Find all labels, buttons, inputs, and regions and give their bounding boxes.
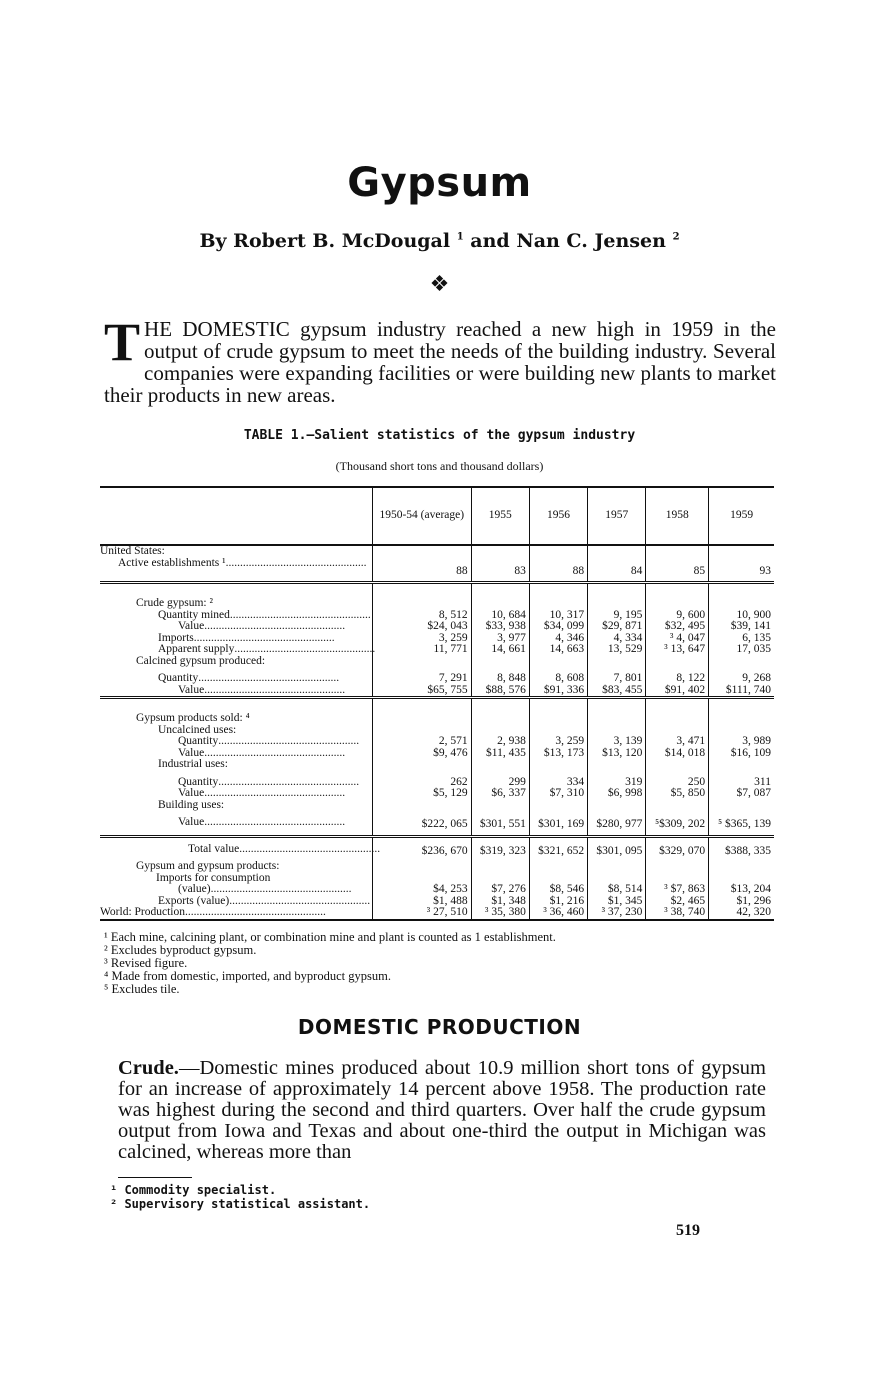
table-cell	[709, 545, 774, 558]
row-label: Quantity.................................................	[158, 672, 340, 684]
row-label: Exports (value).................................................	[158, 894, 371, 907]
column-header: 1958	[646, 487, 709, 545]
row-label: Quantity.................................................	[178, 775, 360, 788]
table-cell: $301, 551	[471, 811, 529, 836]
table-cell: 10, 684	[471, 610, 529, 622]
byline-footnote-1: 1	[456, 231, 464, 243]
table-cell	[373, 861, 472, 873]
table-cell	[529, 861, 587, 873]
table-cell	[373, 583, 472, 610]
section-heading: DOMESTIC PRODUCTION	[297, 1015, 582, 1039]
table-cell: $2, 465	[646, 896, 709, 908]
table-cell: 9, 600	[646, 610, 709, 622]
table-cell: 311	[709, 771, 774, 789]
row-label: Apparent supply.................................................	[158, 643, 376, 655]
table-cell: $329, 070	[646, 836, 709, 861]
table-cell	[373, 759, 472, 771]
table-cell: 9, 195	[588, 610, 646, 622]
table-cell: $111, 740	[709, 685, 774, 698]
table-cell: 334	[529, 771, 587, 789]
table-cell: ³ 38, 740	[646, 907, 709, 920]
table-cell: 13, 529	[588, 644, 646, 656]
table-cell: 3, 989	[709, 736, 774, 748]
row-label: Calcined gypsum produced:	[136, 654, 266, 667]
table-cell	[471, 545, 529, 558]
table-cell	[646, 861, 709, 873]
table-cell	[646, 759, 709, 771]
table-footnote: ¹ Each mine, calcining plant, or combination mine and plant is counted as 1 establishment.	[104, 930, 556, 944]
row-label: Imports for consumption	[156, 871, 271, 884]
table-cell: 93	[709, 558, 774, 583]
table-cell	[529, 800, 587, 812]
intro-text: HE DOMESTIC gypsum industry reached a new high in 1959 in the output of crude gypsum to meet the needs of the building industry. Several companies were expanding facilities or were building new plants to market their products in new areas.	[104, 317, 776, 407]
table-cell	[709, 583, 774, 610]
table-cell	[471, 583, 529, 610]
table-cell: 8, 512	[373, 610, 472, 622]
table-cell: $11, 435	[471, 748, 529, 760]
table-cell	[709, 759, 774, 771]
table-cell: $91, 336	[529, 685, 587, 698]
table-cell	[471, 759, 529, 771]
table-cell	[471, 861, 529, 873]
dot-leader: .................................................	[229, 894, 371, 907]
table-cell: $65, 755	[373, 685, 472, 698]
table-cell: 3, 139	[588, 736, 646, 748]
table-cell: 2, 938	[471, 736, 529, 748]
page-footnotes	[110, 1183, 530, 1211]
intro-paragraph	[104, 312, 776, 407]
table-row	[100, 698, 774, 725]
table-footnote: ⁴ Made from domestic, imported, and byproduct gypsum.	[104, 969, 391, 983]
paragraph-text: —Domestic mines produced about 10.9 million short tons of gypsum for an increase of approximately 14 percent above 1958. The production rate was highest during the second and third quarters. Over half the crude gypsum output from Iowa and Texas and about one-third the output in Michigan was calcined, whereas more than	[118, 1057, 766, 1163]
table-cell: 3, 471	[646, 736, 709, 748]
table-cell	[646, 656, 709, 668]
table-cell: $1, 296	[709, 896, 774, 908]
table-cell	[588, 800, 646, 812]
table-cell: 14, 661	[471, 644, 529, 656]
table-cell	[646, 698, 709, 725]
dot-leader: .................................................	[229, 608, 371, 621]
dot-leader: .................................................	[225, 556, 367, 569]
table-cell: $7, 310	[529, 788, 587, 800]
row-label: Active establishments ¹.................................................	[100, 558, 373, 583]
row-label: Value.................................................	[178, 620, 346, 632]
row-label: Value.................................................	[178, 746, 346, 759]
table-cell	[471, 656, 529, 668]
table-cell: $32, 495	[646, 621, 709, 633]
table-cell: ⁵$309, 202	[646, 811, 709, 836]
table-cell: 2, 571	[373, 736, 472, 748]
table-body	[100, 545, 774, 920]
table-row	[100, 545, 774, 558]
table-cell: 3, 259	[373, 633, 472, 645]
table-row	[100, 907, 774, 920]
byline-author-1: By Robert B. McDougal	[199, 230, 451, 252]
table-cell	[588, 545, 646, 558]
page-footnote: ² Supervisory statistical assistant.	[110, 1197, 371, 1211]
byline	[0, 230, 879, 252]
dot-leader: .................................................	[185, 906, 326, 918]
row-label: Quantity.................................................	[178, 735, 360, 747]
byline-author-2: and Nan C. Jensen	[470, 230, 666, 252]
table-cell: 11, 771	[373, 644, 472, 656]
dot-leader: .................................................	[204, 620, 346, 632]
table-cell: ³ 27, 510	[373, 907, 472, 920]
dot-leader: .................................................	[234, 643, 376, 655]
table-cell: 10, 900	[709, 610, 774, 622]
table-cell: $301, 095	[588, 836, 646, 861]
table-cell	[471, 800, 529, 812]
table-cell: ⁵ $365, 139	[709, 811, 774, 836]
table-row	[100, 771, 774, 789]
dot-leader: .................................................	[210, 883, 352, 895]
table-cell	[709, 800, 774, 812]
table-cell: $13, 120	[588, 748, 646, 760]
table-footnotes	[104, 931, 764, 996]
table-cell	[529, 583, 587, 610]
table-cell: 88	[373, 558, 472, 583]
table-footnote: ⁵ Excludes tile.	[104, 982, 180, 996]
table-row	[100, 583, 774, 610]
table-row	[100, 621, 774, 633]
row-label: Quantity mined.................................................	[158, 608, 371, 621]
table-cell: 319	[588, 771, 646, 789]
table-cell	[373, 698, 472, 725]
table-cell: $222, 065	[373, 811, 472, 836]
table-cell	[529, 545, 587, 558]
table-cell	[588, 656, 646, 668]
dot-leader: .................................................	[239, 842, 381, 855]
table-cell: 9, 268	[709, 667, 774, 685]
table-cell: 84	[588, 558, 646, 583]
table-cell: $5, 129	[373, 788, 472, 800]
dot-leader: .................................................	[193, 631, 335, 644]
table-cell: $24, 043	[373, 621, 472, 633]
table-cell: $6, 998	[588, 788, 646, 800]
table-cell	[588, 583, 646, 610]
row-label: Value.................................................	[100, 811, 373, 836]
ornament-icon: ❖	[429, 272, 450, 297]
table-cell: 42, 320	[709, 907, 774, 920]
row-label: (value).................................................	[178, 883, 352, 895]
table-stub-header	[100, 487, 373, 545]
column-header: 1950-54 (average)	[373, 487, 472, 545]
drop-cap: T	[104, 312, 141, 372]
table-subcaption: (Thousand short tons and thousand dollars)	[335, 459, 544, 473]
dot-leader: .................................................	[218, 775, 360, 788]
table-caption: TABLE 1.—Salient statistics of the gypsum industry	[243, 428, 636, 443]
column-header: 1959	[709, 487, 774, 545]
table-cell: $91, 402	[646, 685, 709, 698]
table-cell	[646, 583, 709, 610]
table-cell: 4, 334	[588, 633, 646, 645]
table-cell: 10, 317	[529, 610, 587, 622]
table-cell	[588, 759, 646, 771]
table-cell: 7, 801	[588, 667, 646, 685]
table-cell: $1, 488	[373, 896, 472, 908]
table-cell	[373, 656, 472, 668]
table-cell: $6, 337	[471, 788, 529, 800]
row-label: Total value.................................................	[188, 842, 381, 855]
table-cell: 83	[471, 558, 529, 583]
table-cell: ³ $7, 863	[646, 884, 709, 896]
table-cell: 262	[373, 771, 472, 789]
table-cell: $14, 018	[646, 748, 709, 760]
table-row	[100, 800, 774, 812]
table-row	[100, 685, 774, 698]
table-cell: 299	[471, 771, 529, 789]
column-header: 1955	[471, 487, 529, 545]
table-cell: $7, 276	[471, 884, 529, 896]
table-footnote: ³ Revised figure.	[104, 956, 188, 970]
dot-leader: .................................................	[204, 746, 346, 759]
table-cell: 3, 259	[529, 736, 587, 748]
table-cell: 8, 608	[529, 667, 587, 685]
table-cell: $5, 850	[646, 788, 709, 800]
footnote-rule	[118, 1177, 192, 1178]
table-cell: $301, 169	[529, 811, 587, 836]
table-cell	[529, 656, 587, 668]
table-cell: $33, 938	[471, 621, 529, 633]
table-row	[100, 836, 774, 861]
row-label: Value.................................................	[100, 685, 373, 698]
table-row	[100, 558, 774, 583]
table-row	[100, 656, 774, 668]
article-title: Gypsum	[347, 160, 532, 206]
table-cell: 17, 035	[709, 644, 774, 656]
table-cell: 4, 346	[529, 633, 587, 645]
table-cell: $29, 871	[588, 621, 646, 633]
table-row	[100, 788, 774, 800]
table-cell	[471, 698, 529, 725]
table-cell: $321, 652	[529, 836, 587, 861]
table-cell: ³ 4, 047	[646, 633, 709, 645]
table-cell: 3, 977	[471, 633, 529, 645]
row-label: Imports.................................................	[100, 633, 373, 645]
row-label: Crude gypsum: ²	[136, 597, 213, 609]
page-number: 519	[676, 1222, 700, 1239]
row-label: Value.................................................	[178, 787, 346, 799]
row-label: Uncalcined uses:	[158, 723, 237, 736]
row-label: United States:	[100, 545, 165, 557]
table-cell: 6, 135	[709, 633, 774, 645]
table-cell	[529, 759, 587, 771]
table-cell: ³ 35, 380	[471, 907, 529, 920]
table-cell: $236, 670	[373, 836, 472, 861]
table-cell: 7, 291	[373, 667, 472, 685]
table-cell	[646, 545, 709, 558]
column-header: 1956	[529, 487, 587, 545]
table-cell: $13, 204	[709, 884, 774, 896]
row-label: Industrial uses:	[158, 758, 228, 770]
table-row	[100, 759, 774, 771]
table-row	[100, 667, 774, 685]
table-cell: $1, 216	[529, 896, 587, 908]
table-cell: $39, 141	[709, 621, 774, 633]
table-cell: $16, 109	[709, 748, 774, 760]
byline-footnote-2: 2	[672, 231, 680, 243]
table-cell: 250	[646, 771, 709, 789]
table-cell: $8, 514	[588, 884, 646, 896]
table-cell: $319, 323	[471, 836, 529, 861]
dot-leader: .................................................	[204, 683, 346, 696]
page-footnote: ¹ Commodity specialist.	[110, 1183, 277, 1197]
table-cell	[709, 698, 774, 725]
table-cell: ³ 37, 230	[588, 907, 646, 920]
table-cell	[588, 698, 646, 725]
table-cell: $9, 476	[373, 748, 472, 760]
dot-leader: .................................................	[204, 816, 346, 828]
table-cell: 8, 122	[646, 667, 709, 685]
table-cell	[709, 861, 774, 873]
table-cell: $7, 087	[709, 788, 774, 800]
table-row	[100, 884, 774, 896]
table-cell: $34, 099	[529, 621, 587, 633]
statistics-table	[100, 486, 774, 921]
dot-leader: .................................................	[218, 735, 360, 747]
table-cell: $8, 546	[529, 884, 587, 896]
dot-leader: .................................................	[198, 672, 340, 684]
table-cell: ³ 13, 647	[646, 644, 709, 656]
body-paragraph	[118, 1058, 766, 1163]
table-cell: 85	[646, 558, 709, 583]
table-row	[100, 861, 774, 873]
table-cell: $388, 335	[709, 836, 774, 861]
table-header-row	[100, 487, 774, 545]
table-row	[100, 811, 774, 836]
table-cell	[646, 800, 709, 812]
table-footnote: ² Excludes byproduct gypsum.	[104, 943, 257, 957]
table-cell: $88, 576	[471, 685, 529, 698]
table-cell: $1, 348	[471, 896, 529, 908]
table-row	[100, 736, 774, 748]
table-cell: $4, 253	[373, 884, 472, 896]
table-cell	[373, 800, 472, 812]
table-cell: 88	[529, 558, 587, 583]
paragraph-lead: Crude.	[118, 1057, 179, 1079]
dot-leader: .................................................	[204, 787, 346, 799]
row-label: World: Production.................................................	[100, 907, 373, 920]
table-cell	[588, 861, 646, 873]
table-cell: $13, 173	[529, 748, 587, 760]
table-cell	[373, 545, 472, 558]
table-cell	[529, 698, 587, 725]
table-cell: ³ 36, 460	[529, 907, 587, 920]
table-cell	[709, 656, 774, 668]
row-label: Gypsum and gypsum products:	[136, 860, 280, 872]
table-cell: 8, 848	[471, 667, 529, 685]
column-header: 1957	[588, 487, 646, 545]
table-cell: $83, 455	[588, 685, 646, 698]
table-row	[100, 644, 774, 656]
row-label: Gypsum products sold: ⁴	[136, 712, 250, 724]
table-cell: $280, 977	[588, 811, 646, 836]
row-label: Building uses:	[158, 798, 225, 811]
table-cell: 14, 663	[529, 644, 587, 656]
table-cell: $1, 345	[588, 896, 646, 908]
